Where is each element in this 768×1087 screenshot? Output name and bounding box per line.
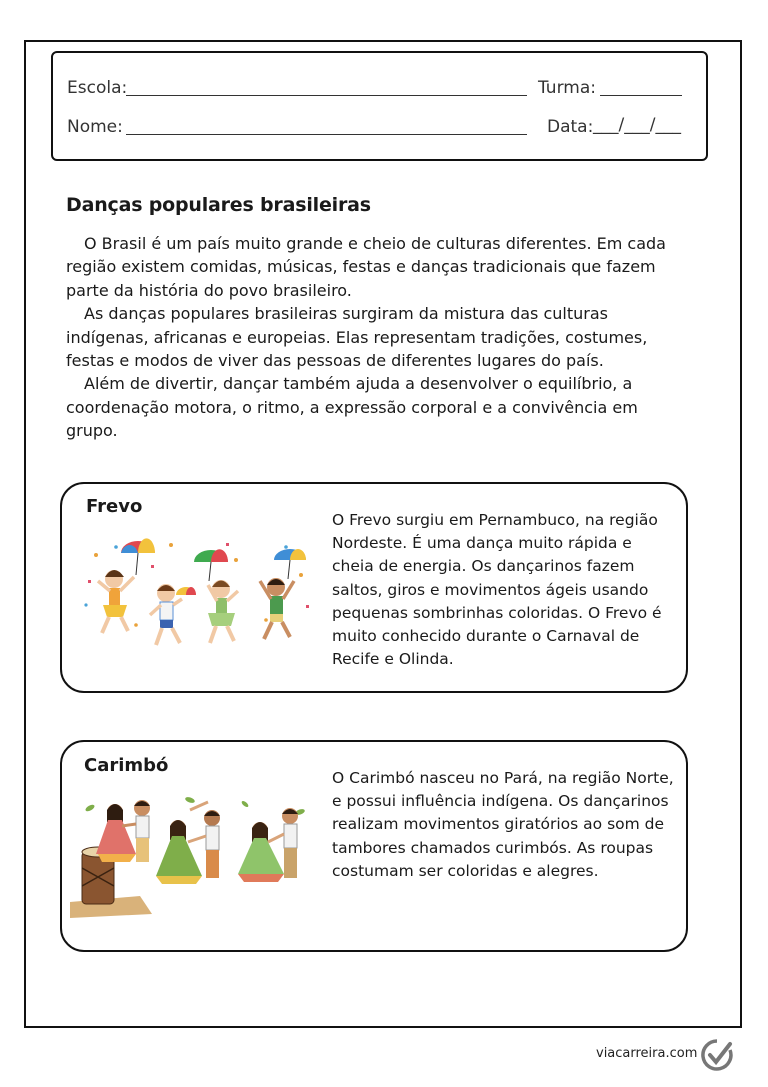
name-blank-line[interactable] <box>126 116 527 135</box>
frevo-dancers-illustration-icon <box>76 535 316 660</box>
school-blank-line[interactable] <box>126 77 527 96</box>
carimbo-title: Carimbó <box>84 755 169 776</box>
class-blank-line[interactable] <box>600 77 682 96</box>
name-label: Nome: <box>67 117 123 137</box>
school-label: Escola: <box>67 78 128 98</box>
frevo-title: Frevo <box>86 496 143 517</box>
frevo-text: O Frevo surgiu em Pernambuco, na região Nordeste. É uma dança muito rápida e cheia de energia. Os dançarinos fazem saltos, giros e movimentos ágeis usando pequenas sombrinhas coloridas. O Frevo é muito conhecido durante o Carnaval de Recife e Olinda. <box>332 511 662 669</box>
student-info-box <box>51 51 708 161</box>
carimbo-text: O Carimbó nasceu no Pará, na região Norte, e possui influência indígena. Os dançarinos realizam movimentos giratórios ao som de tambores chamados curimbós. As roupas costumam ser coloridas e alegres. <box>332 769 674 880</box>
intro-paragraph: Além de divertir, dançar também ajuda a desenvolver o equilíbrio, a coordenação motora, o ritmo, a expressão corporal e a convivência em grupo. <box>66 374 638 441</box>
intro-text <box>66 232 666 443</box>
class-label: Turma: <box>538 78 596 98</box>
date-blank[interactable]: ___/___/___ <box>593 115 681 135</box>
viacarreira-check-logo-icon <box>700 1038 734 1072</box>
intro-paragraph: As danças populares brasileiras surgiram da mistura das culturas indígenas, africanas e europeias. Elas representam tradições, costumes, festas e modos de viver das pessoas de diferentes lugares do país. <box>66 304 648 371</box>
footer-site[interactable]: viacarreira.com <box>596 1046 698 1061</box>
page-title: Danças populares brasileiras <box>66 194 371 216</box>
intro-paragraph: O Brasil é um país muito grande e cheio de culturas diferentes. Em cada região existem comidas, músicas, festas e danças tradicionais que fazem parte da história do povo brasileiro. <box>66 234 666 300</box>
date-label: Data: <box>547 117 594 137</box>
carimbo-dancers-illustration-icon <box>70 790 315 918</box>
